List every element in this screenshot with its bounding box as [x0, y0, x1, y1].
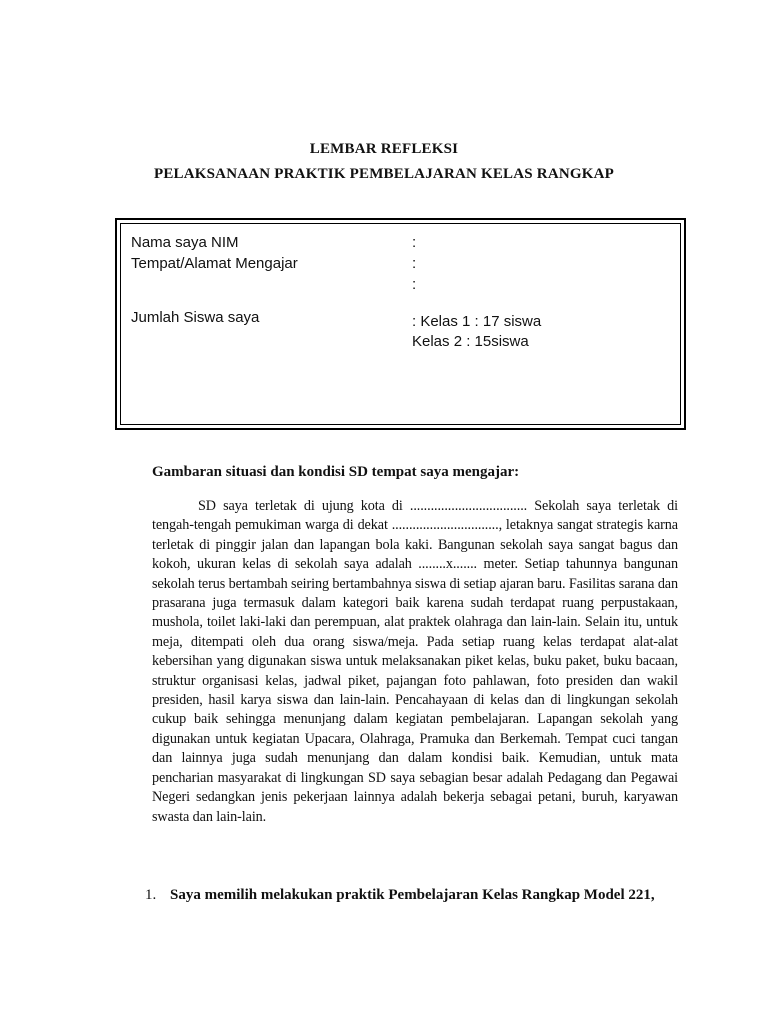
- description-paragraph: SD saya terletak di ujung kota di .................................. Sekolah saya terletak di tengah-tengah pemukiman warga di dekat ..............................., letaknya sangat strategis karna terletak di pinggir jalan dan lapangan bola kaki. Bangunan sekolah saya sangat bagus dan kokoh, ukuran kelas di sekolah saya adalah ........x....... meter. Setiap tahunnya bangunan sekolah terus bertambah seiring bertambahnya siswa di setiap ajaran baru. Fasilitas sarana dan prasarana juga termasuk dalam kategori baik karena sudah terdapat ruang perpustakaan, mushola, toilet laki-laki dan perempuan, alat praktek olahraga dan lain-lain. Selain itu, untuk meja, ditempati oleh dua orang siswa/meja. Pada setiap ruang kelas terdapat alat-alat kebersihan yang digunakan siswa untuk melaksanakan piket kelas, buku paket, buku bacaan, struktur organisasi kelas, jadwal piket, pajangan foto pahlawan, foto presiden dan wakil presiden, hasil karya siswa dan lain-lain. Pencahayaan di kelas dan di lingkungan sekolah cukup baik sehingga menunjang dalam kegiatan pembelajaran. Lapangan sekolah yang digunakan untuk kegiatan Upacara, Olahraga, Pramuka dan Berkemah. Tempat cuci tangan dan lainnya juga sudah menunjang dan dalam kondisi baik. Kemudian, untuk mata pencharian masyarakat di lingkungan SD saya sebagian besar adalah Pedagang dan Pegawai Negeri sedangkan jenis pekerjaan lainnya adalah bekerja sebagai petani, buruh, karyawan swasta dan lain-lain.: [152, 498, 678, 825]
- class-1-count: : Kelas 1 : 17 siswa: [412, 313, 542, 330]
- name-nim-label: Nama saya NIM: [131, 234, 239, 251]
- section-heading: Gambaran situasi dan kondisi SD tempat saya mengajar:: [152, 464, 520, 480]
- extra-colon: :: [412, 276, 417, 293]
- students-label: Jumlah Siswa saya: [131, 309, 260, 326]
- identity-box: [115, 218, 686, 430]
- numbered-item: [145, 887, 685, 904]
- name-nim-colon: :: [412, 234, 417, 251]
- item-number: 1.: [145, 887, 157, 903]
- document-subtitle: PELAKSANAAN PRAKTIK PEMBELAJARAN KELAS RANGKAP: [153, 166, 615, 182]
- address-label: Tempat/Alamat Mengajar: [131, 255, 298, 272]
- address-colon: :: [412, 255, 417, 272]
- document-title: LEMBAR REFLEKSI: [309, 141, 459, 157]
- item-text: Saya memilih melakukan praktik Pembelajaran Kelas Rangkap Model 221,: [170, 887, 655, 903]
- class-2-count: Kelas 2 : 15siswa: [412, 333, 529, 350]
